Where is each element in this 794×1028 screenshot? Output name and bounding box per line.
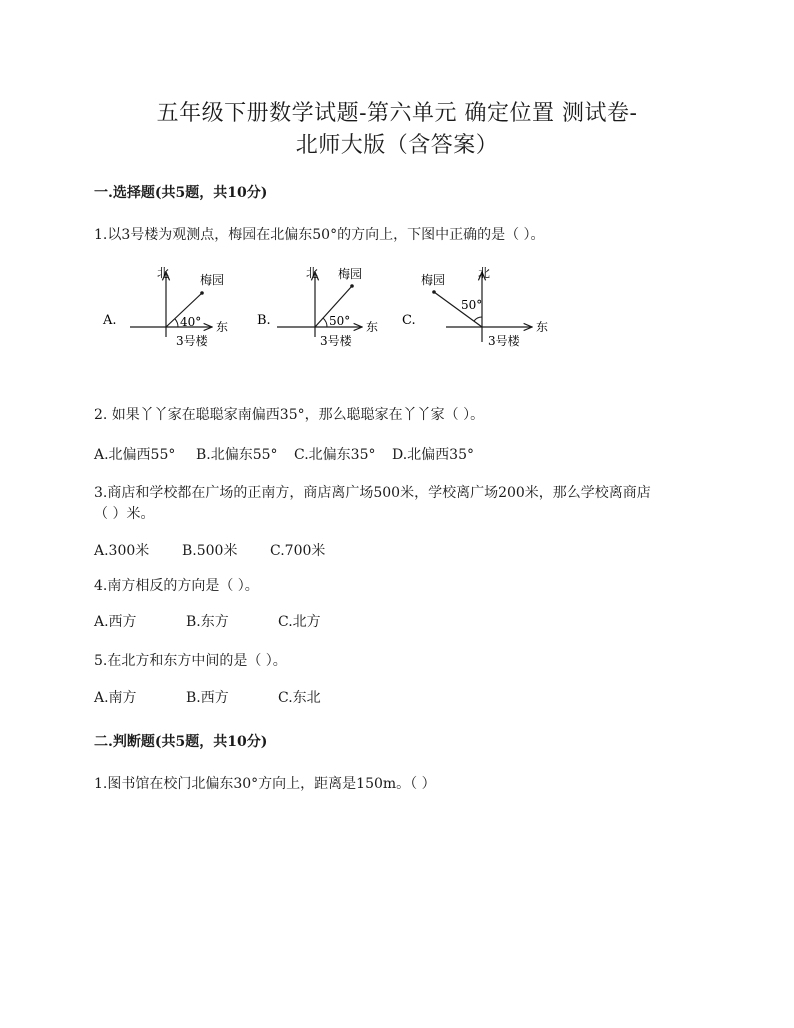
question-3-option-a[interactable]: A.300米 xyxy=(94,543,150,559)
diagram-c-angle-label: 50° xyxy=(461,298,483,312)
diagram-a-option-label: A. xyxy=(103,313,117,328)
diagram-a-building-label: 3号楼 xyxy=(176,334,208,348)
question-5-option-a[interactable]: A.南方 xyxy=(94,690,137,706)
section-heading-judgement: 二.判断题(共5题，共10分) xyxy=(94,734,268,750)
question-4-option-b[interactable]: B.东方 xyxy=(186,614,229,630)
diagram-b-building-label: 3号楼 xyxy=(320,334,352,348)
diagram-c-north-label: 北 xyxy=(478,266,491,280)
question-3-option-b[interactable]: B.500米 xyxy=(182,543,238,559)
question-2-option-a[interactable]: A.北偏西55° xyxy=(94,447,176,463)
question-4-option-a[interactable]: A.西方 xyxy=(94,614,137,630)
diagram-b-angle-label: 50° xyxy=(329,314,351,328)
diagram-b-target-label: 梅园 xyxy=(338,267,363,281)
question-2-option-b[interactable]: B.北偏东55° xyxy=(196,447,278,463)
diagram-a xyxy=(102,266,228,348)
diagram-a-angle-label: 40° xyxy=(180,315,202,329)
judgement-question-1-text: 1.图书馆在校门北偏东30°方向上，距离是150m。（ ） xyxy=(94,776,436,792)
diagram-a-target-label: 梅园 xyxy=(200,273,225,287)
question-1-text: 1.以3号楼为观测点，梅园在北偏东50°的方向上，下图中正确的是（ ）。 xyxy=(94,227,545,243)
question-2-option-d[interactable]: D.北偏西35° xyxy=(392,447,474,463)
section-heading-choice: 一.选择题(共5题，共10分) xyxy=(94,185,268,201)
diagram-b-north-label: 北 xyxy=(306,266,319,280)
question-2-option-c[interactable]: C.北偏东35° xyxy=(294,447,376,463)
diagram-c-building-label: 3号楼 xyxy=(488,334,520,348)
diagram-c xyxy=(402,266,548,348)
diagram-b xyxy=(257,266,378,348)
question-4-text: 4.南方相反的方向是（ ）。 xyxy=(94,578,259,594)
diagram-b-option-label: B. xyxy=(257,313,271,328)
question-2-text: 2. 如果丫丫家在聪聪家南偏西35°，那么聪聪家在丫丫家（ ）。 xyxy=(94,407,485,423)
question-1-diagrams xyxy=(0,262,794,372)
diagram-c-option-label: C. xyxy=(402,313,416,328)
diagram-c-target-label: 梅园 xyxy=(421,273,446,287)
page-title-line1: 五年级下册数学试题-第六单元 确定位置 测试卷- xyxy=(156,101,638,126)
question-4-option-c[interactable]: C.北方 xyxy=(278,614,321,630)
diagram-a-north-label: 北 xyxy=(157,266,170,280)
page-title-line2: 北师大版（含答案） xyxy=(295,133,499,158)
question-5-option-b[interactable]: B.西方 xyxy=(186,690,229,706)
diagram-a-east-label: 东 xyxy=(216,320,229,334)
diagram-c-east-label: 东 xyxy=(536,320,549,334)
question-3-text-line1: 3.商店和学校都在广场的正南方，商店离广场500米，学校离广场200米，那么学校离商店 xyxy=(94,485,651,501)
question-5-option-c[interactable]: C.东北 xyxy=(278,690,321,706)
question-3-text-line2: （ ）米。 xyxy=(94,506,155,522)
diagram-b-east-label: 东 xyxy=(366,320,379,334)
question-5-text: 5.在北方和东方中间的是（ ）。 xyxy=(94,653,287,669)
question-3-option-c[interactable]: C.700米 xyxy=(270,543,326,559)
